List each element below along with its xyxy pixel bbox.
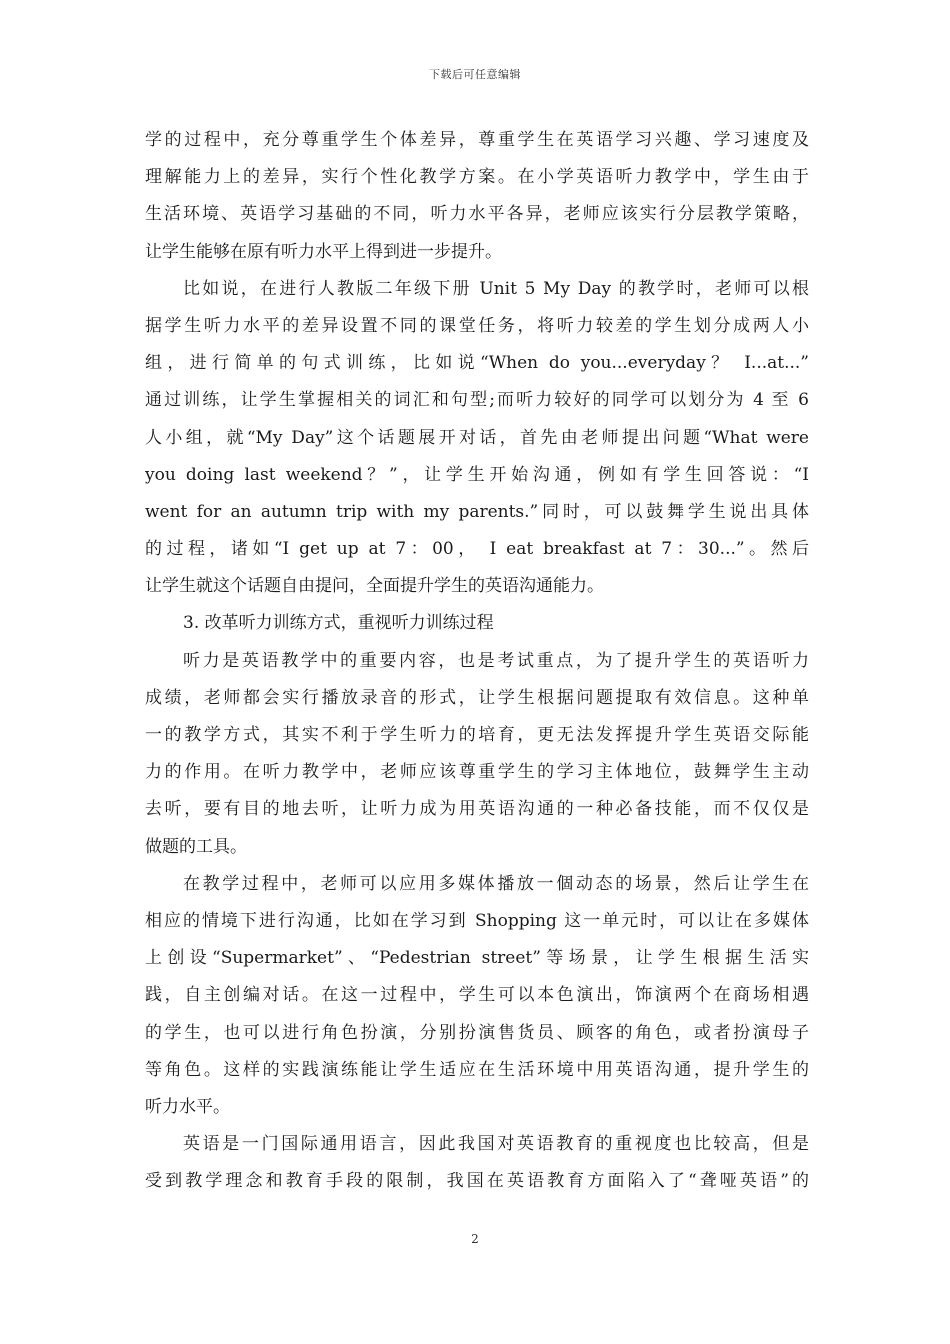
text-line: 受到教学理念和教育手段的限制，我国在英语教育方面陷入了“聋哑英语”的 <box>145 1171 809 1192</box>
text-line: 生活环境、英语学习基础的不同，听力水平各异，老师应该实行分层教学策略， <box>145 204 809 225</box>
text-line: 力的作用。在听力教学中，老师应该尊重学生的学习主体地位，鼓舞学生主动 <box>145 762 809 783</box>
page-number: 2 <box>471 1232 479 1246</box>
text-line: 做题的工具。 <box>145 836 247 857</box>
text-line: 英语是一门国际通用语言，因此我国对英语教育的重视度也比较高，但是 <box>183 1134 809 1155</box>
text-line: 相应的情境下进行沟通，比如在学习到 Shopping 这一单元时，可以让在多媒体 <box>145 910 809 931</box>
text-line: 的学生，也可以进行角色扮演，分别扮演售货员、顾客的角色，或者扮演母子 <box>145 1022 809 1043</box>
text-line: 听力水平。 <box>145 1096 230 1117</box>
document-body <box>145 122 809 1200</box>
text-line: 让学生能够在原有听力水平上得到进一步提升。 <box>145 241 502 262</box>
text-line: 学的过程中，充分尊重学生个体差异，尊重学生在英语学习兴趣、学习速度及 <box>145 130 809 150</box>
text-line: went for an autumn trip with my parents.”同时，可以鼓舞学生说出具体 <box>145 501 809 522</box>
text-line: 的过程，诸如“I get up at 7：00， I eat breakfast at 7：30...”。然后 <box>145 539 809 560</box>
text-line: 在教学过程中，老师可以应用多媒体播放一個动态的场景，然后让学生在 <box>183 873 809 894</box>
text-line: 上创设“Supermarket”、“Pedestrian street”等场景，让学生根据生活实 <box>145 948 809 969</box>
text-line: 成绩，老师都会实行播放录音的形式，让学生根据问题提取有效信息。这种单 <box>145 687 809 708</box>
text-line: 比如说，在进行人教版二年级下册 Unit 5 My Day 的教学时，老师可以根 <box>183 278 809 299</box>
text-line: 通过训练，让学生掌握相关的词汇和句型;而听力较好的同学可以划分为 4 至 6 <box>145 390 809 411</box>
section-heading: 3. 改革听力训练方式，重视听力训练过程 <box>183 613 494 634</box>
text-line: 让学生就这个话题自由提问，全面提升学生的英语沟通能力。 <box>145 576 604 597</box>
text-line: 等角色。这样的实践演练能让学生适应在生活环境中用英语沟通，提升学生的 <box>145 1059 809 1080</box>
text-line: 人小组，就“My Day”这个话题展开对话，首先由老师提出问题“What were <box>145 427 809 448</box>
text-line: 据学生听力水平的差异设置不同的课堂任务，将听力较差的学生划分成两人小 <box>145 315 809 336</box>
text-line: 一的教学方式，其实不利于学生听力的培育，更无法发挥提升学生英语交际能 <box>145 725 809 745</box>
text-line: 去听，要有目的地去听，让听力成为用英语沟通的一种必备技能，而不仅仅是 <box>145 799 809 820</box>
text-line: 组，进行简单的句式训练，比如说“When do you...everyday？ I...at...” <box>145 353 809 374</box>
text-line: you doing last weekend？”，让学生开始沟通，例如有学生回答说：“I <box>145 464 809 485</box>
text-line: 理解能力上的差异，实行个性化教学方案。在小学英语听力教学中，学生由于 <box>145 167 809 188</box>
text-line: 践，自主创编对话。在这一过程中，学生可以本色演出，饰演两个在商场相遇 <box>145 985 809 1006</box>
page-header: 下载后可任意编辑 <box>429 68 521 81</box>
text-line: 听力是英语教学中的重要内容，也是考试重点，为了提升学生的英语听力 <box>183 650 809 671</box>
